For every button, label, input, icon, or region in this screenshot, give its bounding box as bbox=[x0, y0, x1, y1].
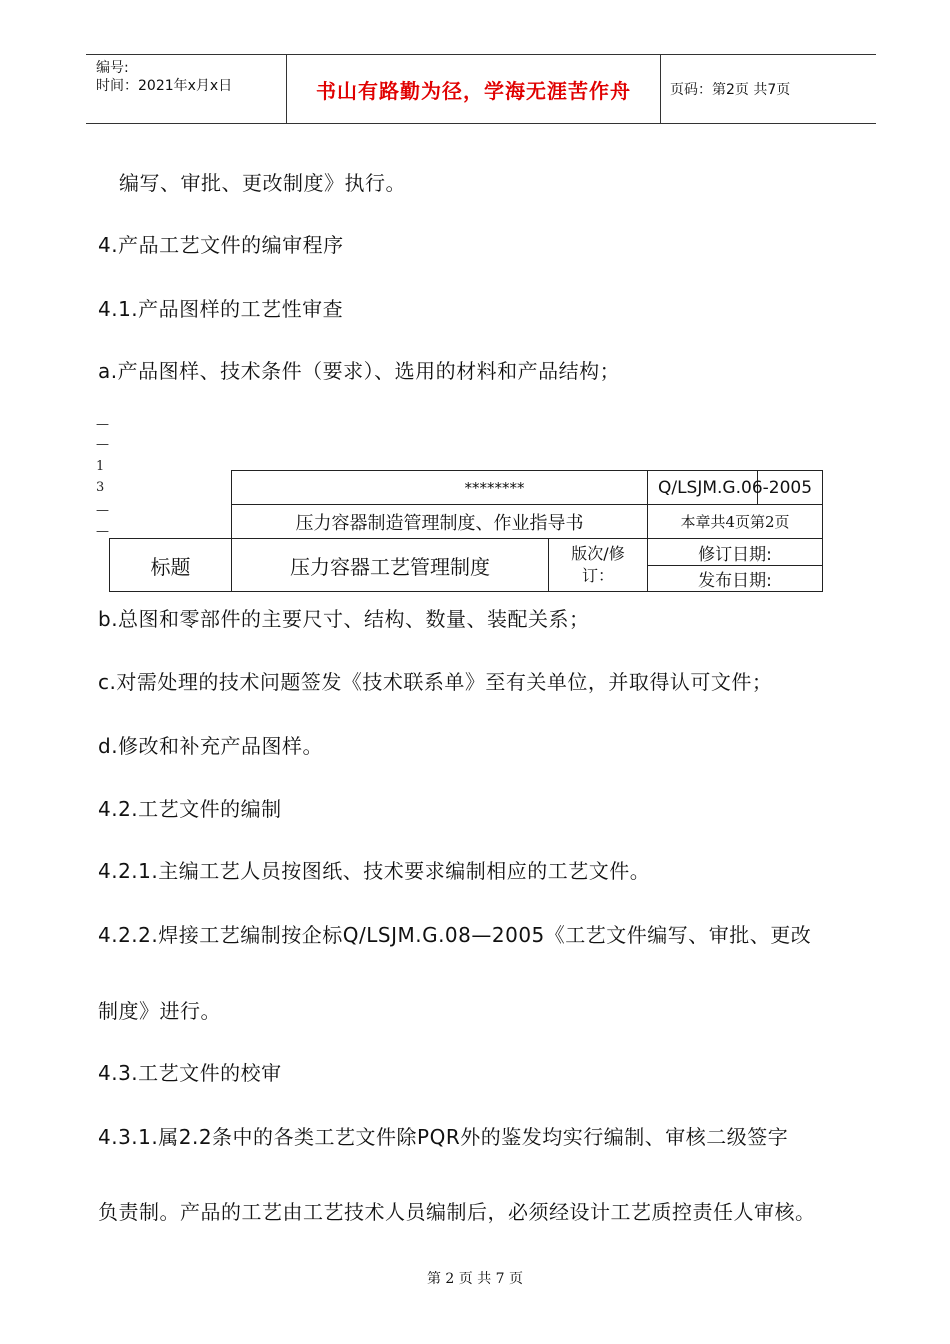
document-info-table bbox=[109, 470, 823, 592]
table-title-label: 标题 bbox=[109, 538, 232, 592]
margin-mark: — bbox=[96, 524, 109, 539]
list-item: c.对需处理的技术问题签发《技术联系单》至有关单位，并取得认可文件； bbox=[98, 670, 773, 694]
margin-mark: — bbox=[96, 437, 109, 452]
table-stars-cell: ******** bbox=[231, 470, 758, 505]
subsection-heading: 4.3.工艺文件的校审 bbox=[98, 1061, 282, 1085]
list-item: b.总图和零部件的主要尺寸、结构、数量、装配关系； bbox=[98, 607, 590, 631]
paragraph: 4.2.2.焊接工艺编制按企标Q/LSJM.G.08—2005《工艺文件编写、审批、更改 bbox=[98, 923, 812, 947]
table-revision-date-label: 修订日期: bbox=[647, 538, 823, 566]
paragraph: 制度》进行。 bbox=[98, 999, 221, 1023]
header-motto: 书山有路勤为径，学海无涯苦作舟 bbox=[316, 78, 631, 103]
paragraph: 负责制。产品的工艺由工艺技术人员编制后，必须经设计工艺质控责任人审核。 bbox=[98, 1200, 816, 1224]
list-item: d.修改和补充产品图样。 bbox=[98, 734, 324, 758]
margin-mark: — bbox=[96, 417, 109, 432]
table-revision-label: 版次/修订： bbox=[548, 538, 648, 592]
margin-mark: 3 bbox=[96, 480, 105, 495]
header-divider bbox=[660, 55, 661, 123]
header-time-label: 时间：2021年x月x日 bbox=[96, 78, 233, 94]
table-doc-code: Q/LSJM.G.06-2005 bbox=[647, 470, 823, 505]
table-empty-cell bbox=[109, 470, 232, 539]
subsection-heading: 4.1.产品图样的工艺性审查 bbox=[98, 297, 344, 321]
section-heading: 4.产品工艺文件的编审程序 bbox=[98, 233, 344, 257]
table-title-value: 压力容器工艺管理制度 bbox=[231, 538, 549, 592]
subsection-heading: 4.2.工艺文件的编制 bbox=[98, 797, 282, 821]
table-chapter-pages: 本章共4页第2页 bbox=[647, 504, 823, 539]
margin-mark: 1 bbox=[96, 459, 105, 474]
header-page-info: 页码：第2页 共7页 bbox=[670, 82, 791, 98]
table-release-date-label: 发布日期: bbox=[647, 565, 823, 592]
paragraph: 编写、审批、更改制度》执行。 bbox=[119, 171, 406, 195]
page-footer: 第 2 页 共 7 页 bbox=[426, 1271, 524, 1287]
table-doc-title: 压力容器制造管理制度、作业指导书 bbox=[231, 504, 648, 539]
page-header bbox=[86, 54, 876, 124]
margin-mark: — bbox=[96, 503, 109, 518]
header-meta bbox=[96, 59, 232, 95]
list-item: a.产品图样、技术条件（要求）、选用的材料和产品结构； bbox=[98, 359, 621, 383]
paragraph: 4.3.1.属2.2条中的各类工艺文件除PQR外的鉴发均实行编制、审核二级签字 bbox=[98, 1125, 789, 1149]
header-number-label: 编号: bbox=[96, 60, 129, 76]
paragraph: 4.2.1.主编工艺人员按图纸、技术要求编制相应的工艺文件。 bbox=[98, 859, 651, 883]
